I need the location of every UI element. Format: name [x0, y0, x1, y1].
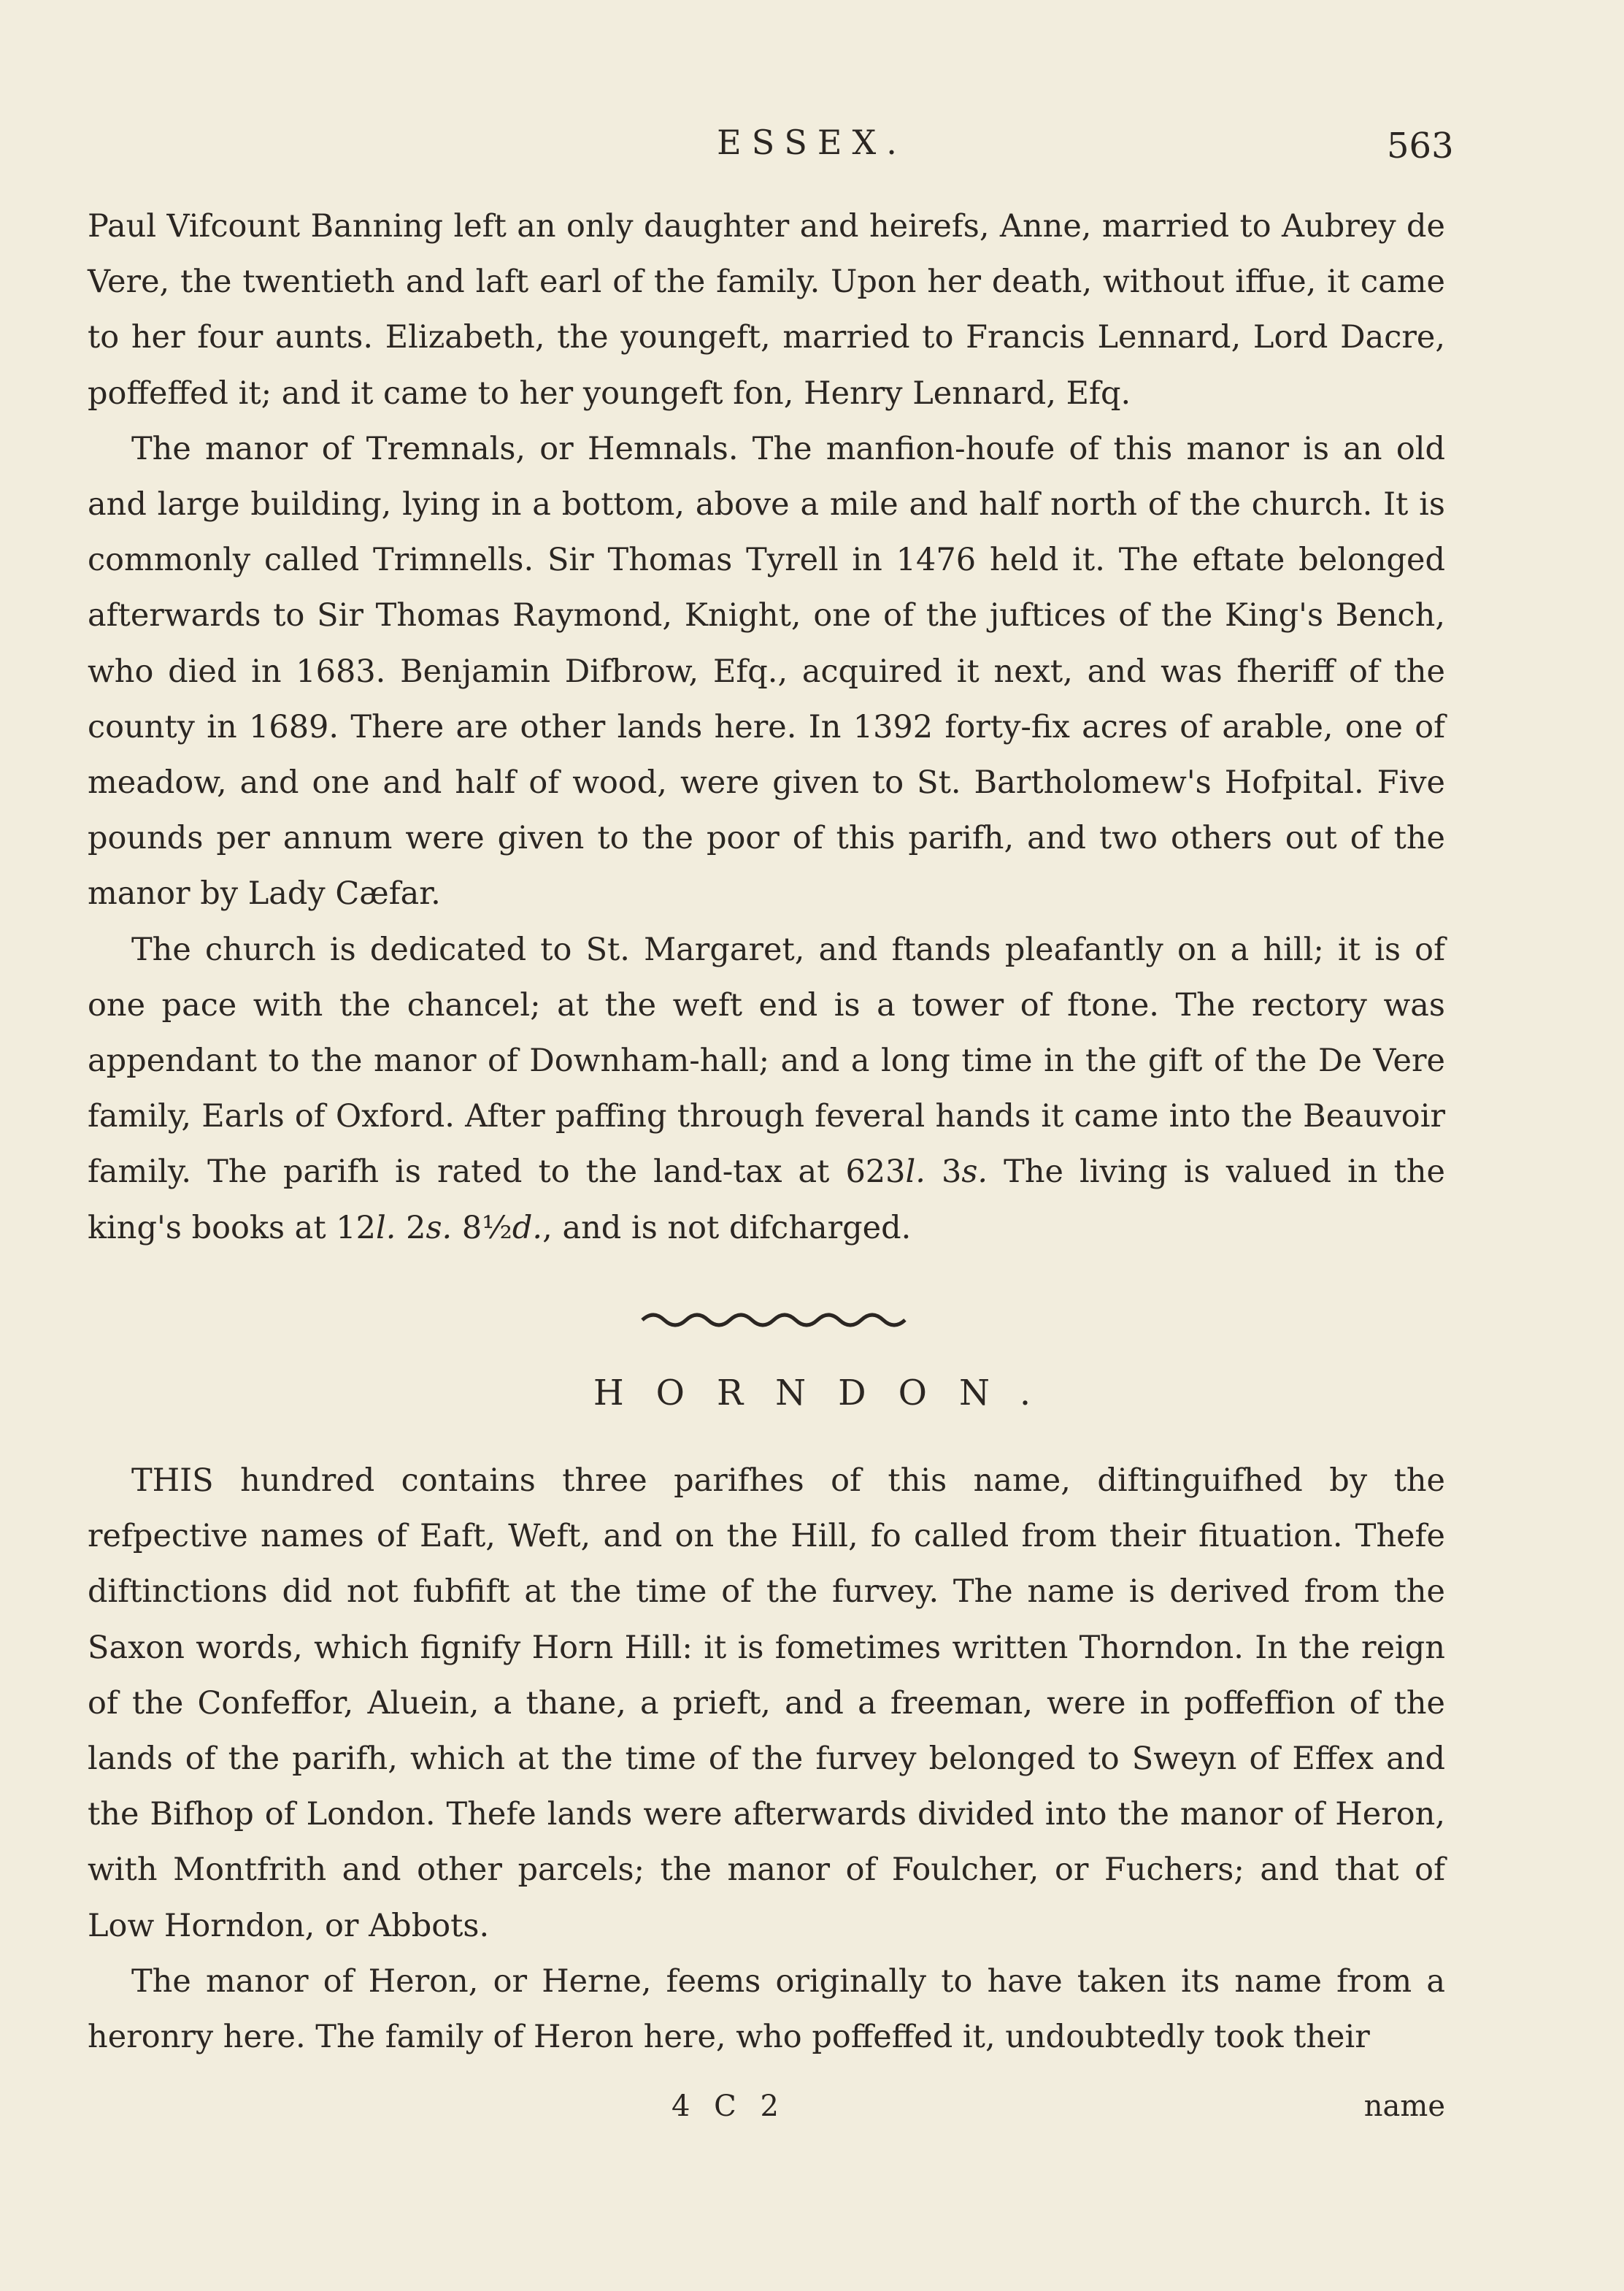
section-title: HORNDON. — [593, 1373, 1063, 1413]
horndon-text-block — [88, 1453, 1445, 2065]
paragraph-heron: The manor of Heron, or Herne, feems originally to have taken its name from a heronry here. The family of Heron here, who poffeffed it, undoubtedly took their — [88, 1962, 1445, 2056]
paragraph-hundred: THIS hundred contains three parifhes of this name, diftinguifhed by the refpective names of Eaft, Weft, and on the Hill, fo called from their fituation. Thefe diftinctions did not fubfift at the time of the furvey. The name is derived from the Saxon words, which fignify Horn Hill: it is fometimes written Thorndon. In the reign of the Confeffor, Aluein, a thane, a prieft, and a freeman, were in poffeffion of the lands of the parifh, which at the time of the furvey belonged to Sweyn of Effex and the Bifhop of London. Thefe lands were afterwards divided into the manor of Heron, with Montfrith and other parcels; the manor of Foulcher, or Fuchers; and that of Low Horndon, or Abbots. — [88, 1462, 1445, 1944]
church-ending: , and is not difcharged. — [542, 1209, 912, 1246]
page-footer — [88, 2089, 1445, 2133]
paragraph-banning: Paul Vifcount Banning left an only daughter and heirefs, Anne, married to Aubrey de Vere, the twentieth and laft earl of the family. Upon her death, without iffue, it came to her four aunts. Elizabeth, the youngeft, married to Francis Lennard, Lord Dacre, poffeffed it; and it came to her youngeft fon, Henry Lennard, Efq. — [88, 208, 1445, 412]
paragraph-tremnals: The manor of Tremnals, or Hemnals. The manfion-houfe of this manor is an old and large building, lying in a bottom, above a mile and half north of the church. It is commonly called Trimnells. Sir Thomas Tyrell in 1476 held it. The eftate belonged afterwards to Sir Thomas Raymond, Knight, one of the juftices of the King's Bench, who died in 1683. Benjamin Difbrow, Efq., acquired it next, and was fheriff of the county in 1689. There are other lands here. In 1392 forty-fix acres of arable, one of meadow, and one and half of wood, were given to St. Bartholomew's Hofpital. Five pounds per annum were given to the poor of this parifh, and two others out of the manor by Lady Cæfar. — [88, 430, 1445, 913]
page-number: 563 — [1387, 126, 1454, 166]
catchword: name — [1363, 2089, 1445, 2123]
books-shillings-unit: s. — [426, 1209, 453, 1246]
books-pence: 8½ — [452, 1209, 512, 1246]
shillings-unit: s. — [961, 1154, 988, 1191]
shillings-value: 3 — [925, 1154, 962, 1191]
essex-text-block — [88, 199, 1445, 1256]
books-pence-unit: d. — [512, 1209, 543, 1246]
books-shillings: 2 — [396, 1209, 426, 1246]
valued-text: The living is valued in the king's books at 12 — [88, 1154, 1445, 1246]
books-pounds-unit: l. — [375, 1209, 396, 1246]
signature-mark: 4 C 2 — [671, 2089, 786, 2123]
section-divider-ornament — [635, 1305, 912, 1335]
running-head: ESSEX. — [717, 123, 907, 162]
pounds-unit: l. — [905, 1154, 925, 1191]
paragraph-church — [88, 922, 1445, 1256]
church-text: The church is dedicated to St. Margaret, and ftands pleafantly on a hill; it is of one pace with the chancel; at the weft end is a tower of ftone. The rectory was appendant to the manor of Downham-hall; and a long time in the gift of the De Vere family, Earls of Oxford. After paffing through feveral hands it came into the Beauvoir family. The parifh is rated to the land-tax at 623 — [88, 931, 1445, 1191]
